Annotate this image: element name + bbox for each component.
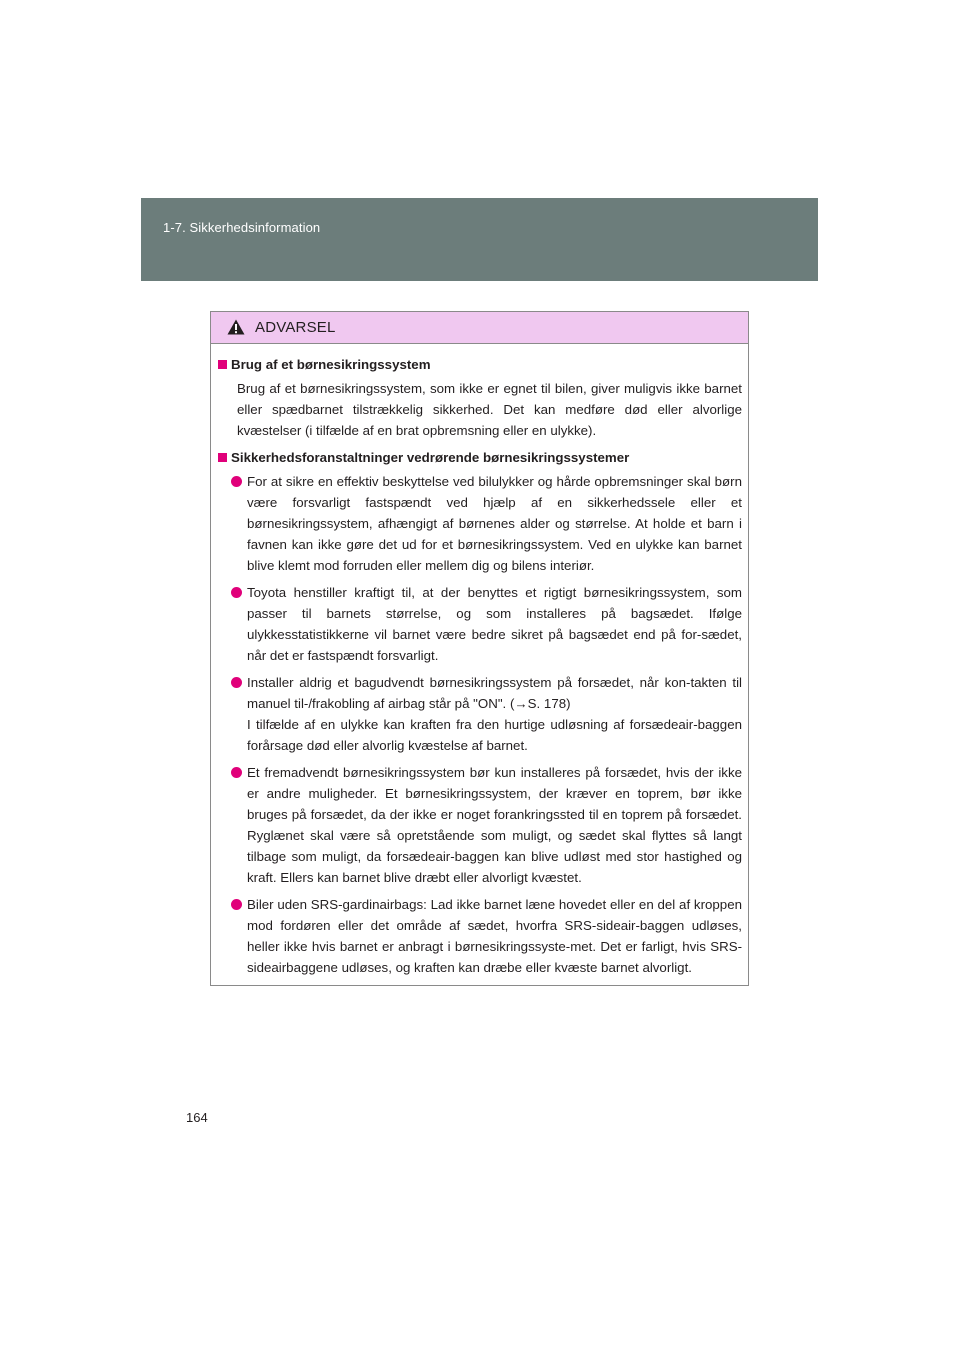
- section-paragraph: Brug af et børnesikringssystem, som ikke er egnet til bilen, giver muligvis ikke barnet eller spædbarnet tilstrækkelig sikkerhed. Det kan medføre død eller alvorlige kvæstelser (i tilfælde af en brat opbremsning eller en ulykke).: [237, 381, 742, 438]
- circle-bullet-icon: [231, 587, 242, 598]
- warning-label: ADVARSEL: [255, 319, 336, 336]
- warning-header: [211, 312, 748, 344]
- list-item-text-line: I tilfælde af en ulykke kan kraften fra den hurtige udløsning af forsædeair-baggen forårsage død eller alvorlig kvæstelse af barnet.: [247, 717, 742, 753]
- warning-body: [211, 344, 748, 978]
- list-item: [231, 471, 742, 576]
- chapter-header-band: [141, 198, 818, 281]
- circle-bullet-icon: [231, 677, 242, 688]
- section-title: 1-7. Sikkerhedsinformation: [163, 220, 321, 235]
- list-item: [231, 582, 742, 666]
- list-item-text: Toyota henstiller kraftigt til, at der benyttes et rigtigt børnesikringssystem, som passer til barnets størrelse, og som installeres på bagsædet. Ifølge ulykkesstatistikkerne vil barnet være bedre sikret på bagsædet end på for-sædet, når det er fastspændt forsvarligt.: [247, 585, 742, 663]
- page-number: 164: [186, 1110, 208, 1125]
- list-item-text: Et fremadvendt børnesikringssystem bør kun installeres på forsædet, hvis der ikke er andre muligheder. Et børnesikringssystem, der kræver en toprem, bør ikke bruges på forsædet, da der ikke er noget forankringssted til en toprem på forsædet. Ryglænet skal være så opretstående som muligt, og sædet skal flyttes så langt tilbage som muligt, da forsædeair-baggen kan blive udløst med stor hastighed og kraft. Ellers kan barnet blive dræbt eller alvorligt kvæstet.: [247, 765, 742, 885]
- list-item: [231, 894, 742, 978]
- list-item: [231, 672, 742, 756]
- square-bullet-icon: [218, 453, 227, 462]
- warning-triangle-icon: [227, 319, 245, 335]
- circle-bullet-icon: [231, 767, 242, 778]
- list-item-text: For at sikre en effektiv beskyttelse ved bilulykker og hårde opbremsninger skal børn være forsvarligt fastspændt ved hjælp af en sikkerhedssele eller et børnesikringssystem, afhængigt af børnenes alder og størrelse. At holde et barn i favnen kan ikke gøre det ud for et børnesikringssystem. Ved en ulykke kan barnet blive klemt mod forruden eller mellem dig og bilens interiør.: [247, 474, 742, 573]
- section-child-restraint-use: [218, 354, 742, 441]
- circle-bullet-icon: [231, 476, 242, 487]
- list-item-text: Biler uden SRS-gardinairbags: Lad ikke barnet læne hovedet eller en del af kroppen mod fordøren eller det område af sædet, hvorfra SRS-sideair-baggen udløses, heller ikke hvis barnet er anbragt i børnesikringssyste-met. Det er farligt, hvis SRS-sideairbaggene udløses, og kraften kan dræbe eller kvæste barnet alvorligt.: [247, 897, 742, 975]
- section-child-restraint-precautions: [218, 447, 742, 978]
- list-item-text: [247, 672, 742, 756]
- square-bullet-icon: [218, 360, 227, 369]
- list-item: [231, 762, 742, 888]
- section-heading: [218, 354, 742, 375]
- section-heading-text: Sikkerhedsforanstaltninger vedrørende børnesikringssystemer: [231, 450, 630, 465]
- warning-box: [210, 311, 749, 986]
- section-heading-text: Brug af et børnesikringssystem: [231, 357, 431, 372]
- circle-bullet-icon: [231, 899, 242, 910]
- section-heading: [218, 447, 742, 468]
- list-item-text-line: Installer aldrig et bagudvendt børnesikringssystem på forsædet, når kon-takten til manuel til-/frakobling af airbag står på "ON". (→S. 178): [247, 675, 742, 711]
